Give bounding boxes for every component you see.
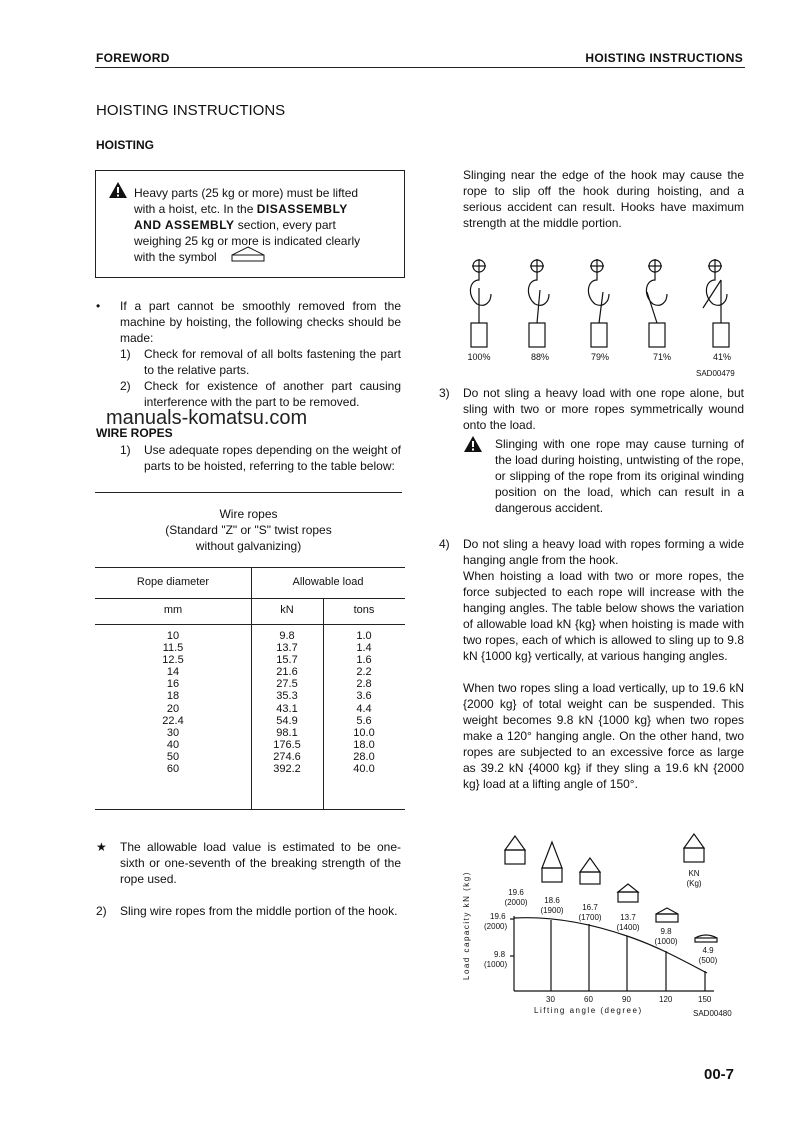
header-right: HOISTING INSTRUCTIONS [585, 51, 743, 65]
chart-y-tick-1b: (2000) [484, 922, 508, 931]
star-note: The allowable load value is estimated to be one-sixth or one-seventh of the breaking strength of the rope used. [120, 840, 401, 886]
hook-label-3: 79% [590, 352, 609, 362]
bullet-item-2: Check for existence of another part causing interference with the part to be removed. [144, 379, 401, 409]
table-rule-1 [95, 567, 405, 568]
chart-x-tick-150: 150 [698, 995, 712, 1004]
chart-point-label-6: 4.9 [702, 946, 714, 955]
chart-x-tick-90: 90 [622, 995, 631, 1004]
hook-label-5: 41% [712, 352, 731, 362]
table-rule-4 [95, 809, 405, 810]
chart-point-label-1b: (2000) [504, 898, 528, 907]
chart-x-tick-30: 30 [546, 995, 555, 1004]
hook-2 [528, 259, 549, 347]
item-4-p3: When two ropes sling a load vertically, up to 19.6 kN {2000 kg} of total weight can be suspended. This weight becomes 9.8 kN {1000 kg} when two ropes make a 120° hanging angle. On the other hand, two ropes are subjected to an excessive force as large as 39.2 kN {4000 kg} if they sling a 19.6 kN {2000 kg} load at a lifting angle of 150°. [463, 681, 744, 791]
chart-point-label-2: 18.6 [544, 896, 560, 905]
warning-line-1: Heavy parts (25 kg or more) must be lifted [134, 186, 359, 200]
chart-y-label: Load capacity kN (kg) [462, 871, 471, 980]
chart-point-label-5: 9.8 [660, 927, 672, 936]
chart-y-tick-2b: (1000) [484, 960, 508, 969]
bullet-text: If a part cannot be smoothly removed from the machine by hoisting, the following checks should be made: [120, 299, 401, 345]
wire-item-1: Use adequate ropes depending on the weight of parts to be hoisted, referring to the table below: [144, 443, 401, 473]
warning-icon [108, 181, 128, 199]
table-head-diameter: Rope diameter [136, 576, 210, 588]
load-icon-1 [505, 836, 525, 864]
item-3-warning: Slinging with one rope may cause turning of the load during hoisting, untwisting of the rope, or slipping of the rope from its original winding position on the load, which can result in a dangerous accident. [495, 437, 744, 515]
load-icon-4 [618, 884, 638, 902]
section-wire-ropes: WIRE ROPES [96, 426, 173, 440]
table-rule-3 [95, 624, 405, 625]
hook-3 [588, 259, 609, 347]
item-4-p2: When hoisting a load with two or more ropes, the force subjected to each rope will increase with the hanging angles. The table below shows the variation of allowable load kN {kg} when hoisting is made with two ropes, each of which is allowed to sling up to 9.8 kN {1000 kg} vertically, at various hanging angles. [463, 569, 744, 663]
table-caption-3: without galvanizing) [195, 539, 302, 553]
legend-icon [684, 834, 704, 862]
table-col-mm: 10 11.5 12.5 14 16 18 20 22.4 30 40 50 60 [162, 630, 184, 776]
watermark: manuals-komatsu.com [106, 407, 308, 429]
table-head-load: Allowable load [292, 576, 364, 588]
bullet-item-1: Check for removal of all bolts fastening the part to the relative parts. [144, 347, 401, 377]
warning-line-4: weighing 25 kg or more is indicated clearly [134, 234, 361, 248]
item-2-num: 2) [96, 904, 107, 918]
warning-line-2a: with a hoist, etc. In the [134, 202, 257, 216]
warning-line-3a: AND ASSEMBLY [134, 218, 235, 232]
chart-point-label-2b: (1900) [540, 906, 564, 915]
chart-point-label-5b: (1000) [654, 937, 678, 946]
item-3-num: 3) [439, 386, 450, 400]
chart-figure-code: SAD00480 [693, 1009, 732, 1018]
item-4-p1: Do not sling a heavy load with ropes forming a wide hanging angle from the hook. [463, 537, 744, 567]
table-col-tons: 1.0 1.4 1.6 2.2 2.8 3.6 4.4 5.6 10.0 18.0 28.0 40.0 [353, 630, 375, 776]
wire-item-1-num: 1) [120, 443, 131, 457]
warning-box [95, 170, 405, 278]
hook-figure-code: SAD00479 [696, 369, 735, 378]
load-icon-6 [695, 935, 717, 942]
chart-point-label-6b: (500) [698, 956, 718, 965]
hook-label-4: 71% [652, 352, 671, 362]
hoist-symbol-icon [230, 245, 266, 263]
table-unit-kn: kN [280, 604, 294, 616]
chart-point-label-3b: (1700) [578, 913, 602, 922]
chart-legend-kg: (Kg) [686, 879, 702, 888]
chart-point-label-3: 16.7 [582, 903, 598, 912]
chart-point-label-1: 19.6 [508, 888, 524, 897]
hook-4 [646, 259, 667, 347]
page-number: 00-7 [704, 1066, 735, 1083]
chart-x-tick-120: 120 [659, 995, 673, 1004]
table-top-rule [95, 492, 402, 493]
load-icon-5 [656, 908, 678, 922]
chart-x-label: Lifting angle (degree) [534, 1006, 643, 1015]
chart-x-tick-60: 60 [584, 995, 593, 1004]
chart-point-label-4b: (1400) [616, 923, 640, 932]
chart-point-label-4: 13.7 [620, 913, 636, 922]
section-hoisting: HOISTING [96, 138, 155, 152]
item-3: Do not sling a heavy load with one rope alone, but sling with two or more ropes symmetrically wound onto the load. [463, 386, 744, 432]
warning-icon-2 [463, 435, 483, 453]
header-left: FOREWORD [96, 51, 170, 65]
item-4-num: 4) [439, 537, 450, 551]
chart-legend-kn: KN [688, 869, 700, 878]
table-unit-mm: mm [163, 604, 183, 616]
table-unit-tons: tons [353, 604, 375, 616]
hook-5 [703, 259, 729, 347]
hook-label-1: 100% [467, 352, 491, 362]
hook-diagram [455, 258, 745, 350]
table-rule-2 [95, 598, 405, 599]
hook-label-2: 88% [530, 352, 549, 362]
table-caption-1: Wire ropes [219, 507, 278, 521]
bullet-mark: • [96, 299, 101, 313]
bullet-item-1-num: 1) [120, 347, 131, 361]
load-icon-2 [542, 842, 562, 882]
star-icon: ★ [96, 840, 107, 854]
chart-y-tick-2: 9.8 [494, 950, 506, 959]
chart-y-tick-1: 19.6 [490, 912, 506, 921]
page-title: HOISTING INSTRUCTIONS [96, 102, 286, 119]
table-col-kn: 9.8 13.7 15.7 21.6 27.5 35.3 43.1 54.9 98.1 176.5 274.6 392.2 [273, 630, 301, 776]
table-caption-2: (Standard "Z" or "S" twist ropes [165, 523, 332, 537]
header-rule [95, 67, 745, 68]
load-icon-3 [580, 858, 600, 884]
hook-1 [470, 259, 491, 347]
bullet-item-2-num: 2) [120, 379, 131, 393]
right-intro: Slinging near the edge of the hook may cause the rope to slip off the hook during hoisting, and a serious accident can result. Hooks have maximum strength at the middle portion. [463, 168, 744, 230]
warning-line-5: with the symbol [134, 250, 217, 264]
warning-line-3b: section, every part [234, 218, 336, 232]
warning-line-2b: DISASSEMBLY [256, 202, 348, 216]
item-2: Sling wire ropes from the middle portion of the hook. [120, 904, 398, 918]
